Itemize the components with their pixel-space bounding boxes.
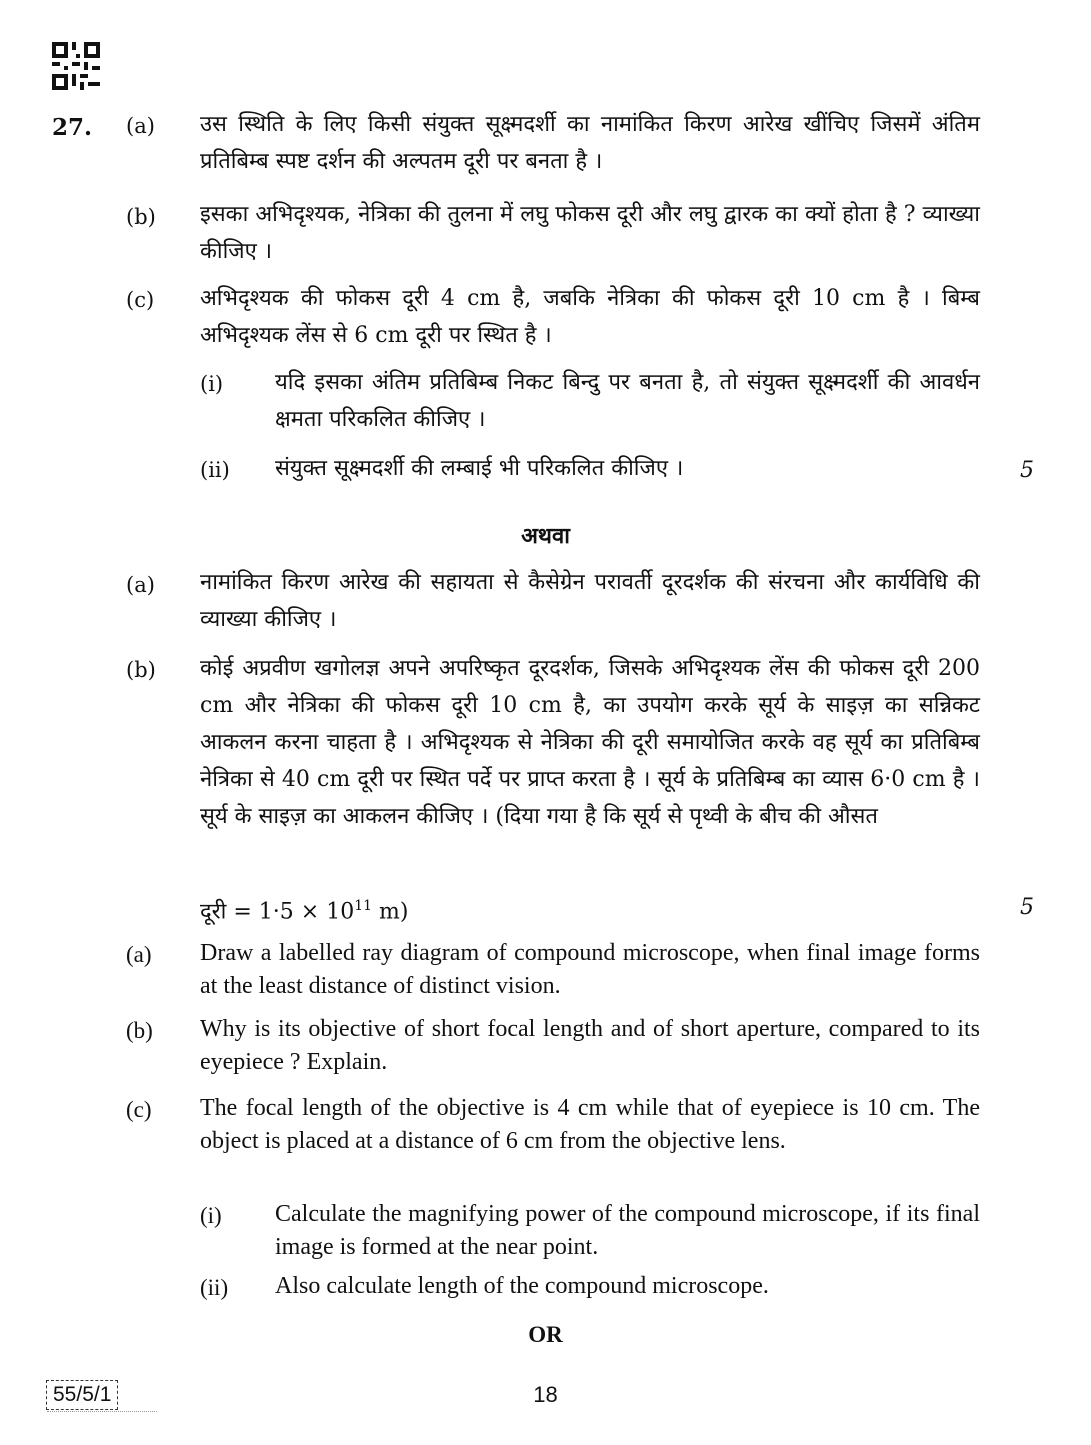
qr-code-icon	[52, 42, 100, 90]
english-a-label: (a)	[126, 942, 152, 967]
formula-unit: m)	[372, 899, 409, 925]
hindi-or-b-text: कोई अप्रवीण खगोलज्ञ अपने अपरिष्कृत दूरदर्शक, जिसके अभिदृश्यक लेंस की फोकस दूरी 200 cm और नेत्रिका की फोकस दूरी 10 cm है, का उपयोग करके सूर्य के साइज़ का सन्निकट आकलन करना चाहता है । अभिदृश्यक से नेत्रिका की दूरी समायोजित करके वह सूर्य का प्रतिबिम्ब नेत्रिका से 40 cm दूरी पर स्थित पर्दे पर प्राप्त करता है । सूर्य के प्रतिबिम्ब का व्यास 6·0 cm है । सूर्य के साइज़ का आकलन कीजिए । (दिया गया है कि सूर्य से पृथ्वी के बीच की औसत	[200, 656, 980, 829]
english-c-text: The focal length of the objective is 4 cm while that of eyepiece is 10 cm. The object is placed at a distance of 6 cm from the objective lens.	[200, 1095, 980, 1154]
english-cii-label: (ii)	[200, 1275, 229, 1300]
hindi-or-b-formula	[200, 888, 980, 930]
hindi-a-label: (a)	[126, 114, 155, 138]
hindi-ci-label: (i)	[200, 372, 224, 396]
microprint-line	[47, 1411, 157, 1416]
hindi-a-text: उस स्थिति के लिए किसी संयुक्त सूक्ष्मदर्शी का नामांकित किरण आरेख खींचिए जिसमें अंतिम प्रतिबिम्ब स्पष्ट दर्शन की अल्पतम दूरी पर बनता है ।	[200, 112, 980, 174]
hindi-cii-text: संयुक्त सूक्ष्मदर्शी की लम्बाई भी परिकलित कीजिए ।	[275, 456, 684, 481]
english-cii-text: Also calculate length of the compound microscope.	[275, 1273, 769, 1299]
marks-hindi-part1: 5	[1020, 458, 1034, 483]
english-ci-label: (i)	[200, 1203, 222, 1228]
page-number: 18	[533, 1382, 558, 1407]
hindi-cii-label: (ii)	[200, 458, 230, 482]
paper-code: 55/5/1	[53, 1383, 112, 1406]
hindi-or-a-text: नामांकित किरण आरेख की सहायता से कैसेग्रेन परावर्ती दूरदर्शक की संरचना और कार्यविधि की व्याख्या कीजिए ।	[200, 570, 980, 632]
english-c-label: (c)	[126, 1097, 152, 1122]
english-or-label: OR	[528, 1322, 563, 1347]
hindi-ci-text: यदि इसका अंतिम प्रतिबिम्ब निकट बिन्दु पर बनता है, तो संयुक्त सूक्ष्मदर्शी की आवर्धन क्षमता परिकलित कीजिए ।	[275, 370, 980, 432]
formula-base: दूरी = 1·5 × 10	[200, 899, 355, 925]
hindi-b-text: इसका अभिदृश्यक, नेत्रिका की तुलना में लघु फोकस दूरी और लघु द्वारक का क्यों होता है ? व्याख्या कीजिए ।	[200, 202, 980, 264]
hindi-c-text: अभिदृश्यक की फोकस दूरी 4 cm है, जबकि नेत्रिका की फोकस दूरी 10 cm है । बिम्ब अभिदृश्यक लेंस से 6 cm दूरी पर स्थित है ।	[200, 286, 980, 348]
question-number: 27.	[52, 114, 93, 141]
english-b-text: Why is its objective of short focal length and of short aperture, compared to its eyepiece ? Explain.	[200, 1016, 980, 1075]
english-b-label: (b)	[126, 1018, 153, 1043]
marks-hindi-part2: 5	[1020, 895, 1034, 920]
english-a-text: Draw a labelled ray diagram of compound microscope, when final image forms at the least distance of distinct vision.	[200, 940, 980, 999]
hindi-or-label: अथवा	[521, 523, 570, 549]
hindi-or-a-label: (a)	[126, 573, 155, 597]
hindi-c-label: (c)	[126, 288, 155, 312]
formula-exponent: 11	[354, 898, 373, 914]
hindi-or-b-label: (b)	[126, 658, 156, 682]
english-ci-text: Calculate the magnifying power of the compound microscope, if its final image is formed at the near point.	[275, 1201, 980, 1260]
hindi-b-label: (b)	[126, 205, 156, 229]
